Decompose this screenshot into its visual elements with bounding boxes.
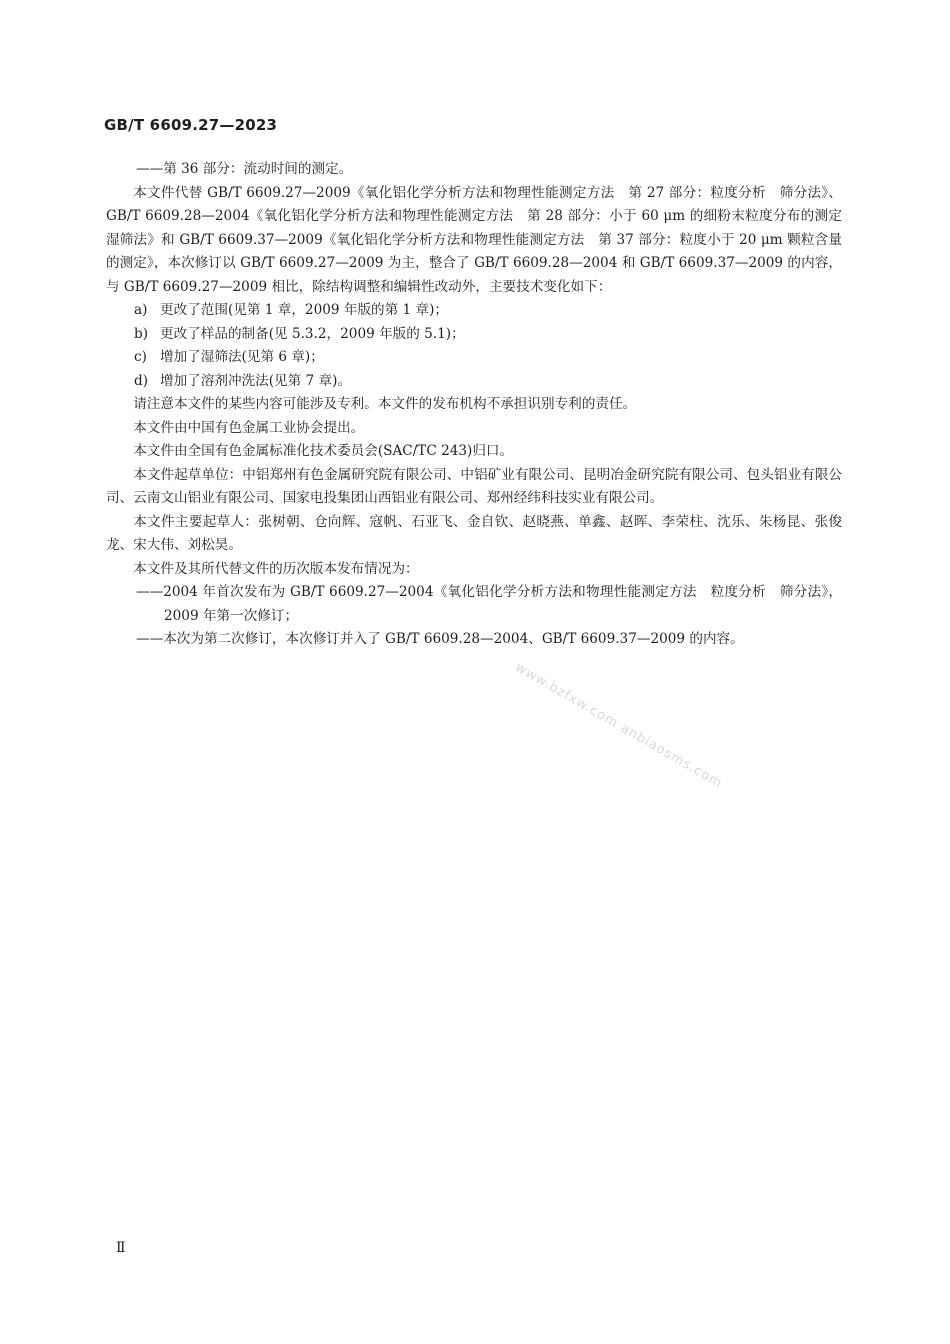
drafters: 本文件主要起草人：张树朝、仓向辉、寇帆、石亚飞、金自钦、赵晓燕、单鑫、赵晖、李荣柱、沈乐、朱杨昆、张俊龙、宋大伟、刘松昊。 [106, 513, 842, 553]
watermark: www.bzfxw.com anbiaosms.com [512, 660, 726, 792]
item-text: 增加了湿筛法(见第 6 章)； [160, 349, 324, 365]
replacement-paragraph: 本文件代替 GB/T 6609.27—2009《氧化铝化学分析方法和物理性能测定方法 第 27 部分：粒度分析 筛分法》、GB/T 6609.28—2004《氧化铝化学分析方法和物理性能测定方法 第 28 部分：小于 60 μm 的细粉末粒度分布的测定 湿筛法》和 GB/T 6609.37—2009《氧化铝化学分析方法和物理性能测定方法 第 37 部分：粒度小于 20 μm 颗粒含量的测定》，本次修订以 GB/T 6609.27—2009 为主，整合了 GB/T 6609.28—2004 和 GB/T 6609.37—2009 的内容，与 GB/T 6609.27—2009 相比，除结构调整和编辑性改动外，主要技术变化如下： [106, 184, 856, 295]
page-number: Ⅱ [116, 1240, 126, 1256]
history-item-2004: ——2004 年首次发布为 GB/T 6609.27—2004《氧化铝化学分析方法和物理性能测定方法 粒度分析 筛分法》，2009 年第一次修订； [136, 584, 842, 624]
item-text: 更改了范围(见第 1 章，2009 年版的第 1 章)； [160, 302, 449, 318]
history-intro: 本文件及其所代替文件的历次版本发布情况为： [133, 560, 419, 577]
history-item-current: ——本次为第二次修订，本次修订并入了 GB/T 6609.28—2004、GB/T 6609.37—2009 的内容。 [136, 631, 744, 647]
proposer-statement: 本文件由中国有色金属工业协会提出。 [133, 419, 365, 436]
item-text: 增加了溶剂冲洗法(见第 7 章)。 [160, 372, 352, 389]
item-text: 更改了样品的制备(见 5.3.2，2009 年版的 5.1)； [160, 325, 465, 342]
item-mark: b) [134, 325, 149, 342]
change-item-c [106, 346, 842, 370]
standard-code-header: GB/T 6609.27—2023 [104, 116, 278, 134]
change-item-d [106, 370, 842, 394]
change-item-b [106, 323, 842, 347]
committee-statement: 本文件由全国有色金属标准化技术委员会(SAC/TC 243)归口。 [133, 443, 514, 459]
foreword-body [106, 158, 856, 652]
part-36-line: ——第 36 部分：流动时间的测定。 [136, 161, 353, 177]
drafting-units: 本文件起草单位：中铝郑州有色金属研究院有限公司、中铝矿业有限公司、昆明冶金研究院有限公司、包头铝业有限公司、云南文山铝业有限公司、国家电投集团山西铝业有限公司、郑州经纬科技实业有限公司。 [106, 466, 842, 506]
item-mark: a) [134, 302, 148, 318]
change-item-a [106, 299, 842, 323]
patent-notice: 请注意本文件的某些内容可能涉及专利。本文件的发布机构不承担识别专利的责任。 [133, 396, 637, 412]
item-mark: c) [134, 349, 147, 365]
item-mark: d) [134, 372, 149, 389]
